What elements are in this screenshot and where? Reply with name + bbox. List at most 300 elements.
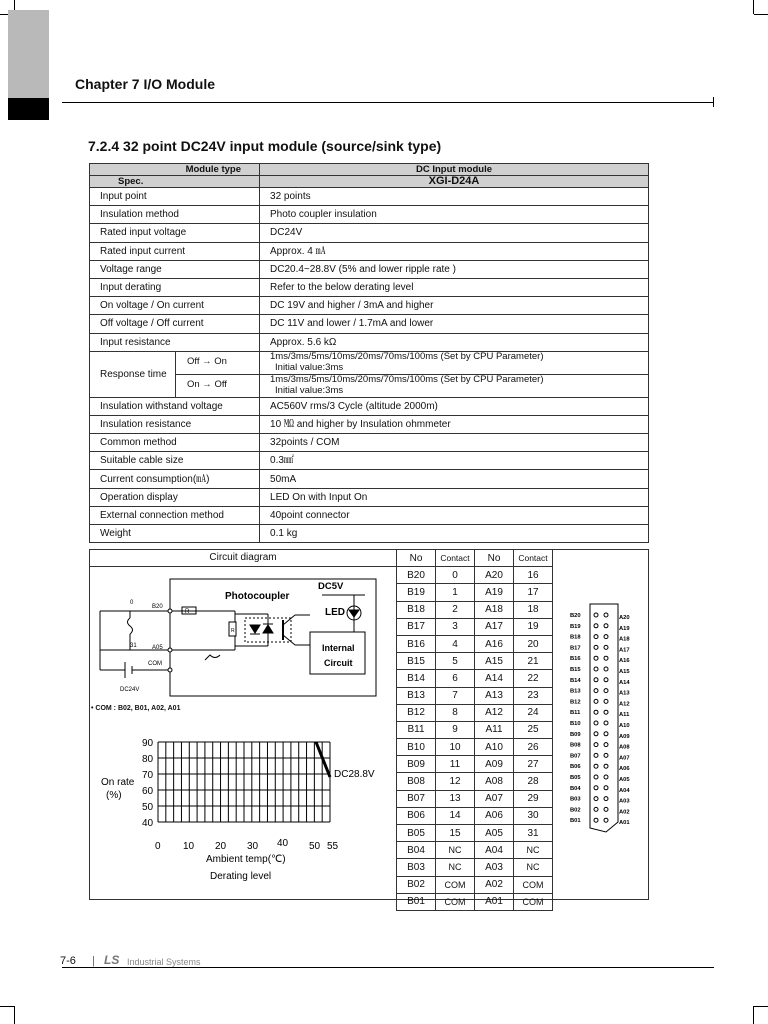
pin-contact: 30 — [514, 807, 553, 824]
connector-pin-label: A13 — [619, 690, 630, 697]
crop-mark — [14, 1006, 15, 1024]
pin-row — [397, 687, 553, 704]
connector-pin — [604, 764, 608, 768]
connector-pin-label: B08 — [570, 742, 581, 749]
connector-pin — [604, 678, 608, 682]
ls-logo: LS — [104, 953, 120, 967]
pin-number: B15 — [397, 653, 436, 670]
pin-number: A19 — [475, 584, 514, 601]
pin-number: A06 — [475, 807, 514, 824]
spec-value-cell: LED On with Input On — [260, 488, 649, 506]
connector-pin-label: B17 — [570, 645, 581, 652]
pin-contact: NC — [514, 859, 553, 876]
spec-label-cell: Rated input voltage — [90, 224, 260, 242]
spec-row — [90, 470, 649, 488]
pin-contact: COM — [436, 893, 475, 910]
connector-pin — [594, 743, 598, 747]
spec-label-cell: Off voltage / Off current — [90, 315, 260, 333]
connector-pin — [604, 775, 608, 779]
pin-contact: 9 — [436, 721, 475, 738]
com-label: COM — [148, 661, 162, 667]
spec-row — [90, 525, 649, 543]
spec-value-cell: 32 points — [260, 188, 649, 206]
pin-number: A15 — [475, 653, 514, 670]
connector-diagram — [566, 600, 646, 836]
connector-pin — [594, 689, 598, 693]
on-off-label: On → Off — [176, 374, 260, 397]
spec-row — [90, 206, 649, 224]
pin-header: Contact — [514, 550, 553, 567]
connector-pin — [594, 732, 598, 736]
connector-pin-label: A17 — [619, 647, 630, 654]
pin-header: No — [397, 550, 436, 567]
connector-pin-label: B10 — [570, 721, 581, 727]
pin-number: B20 — [397, 567, 436, 584]
connector-pin-label: B01 — [570, 818, 581, 825]
connector-pin-label: A09 — [619, 733, 630, 740]
module-type-label: Module type — [185, 164, 242, 175]
derating-caption: Derating level — [210, 871, 272, 882]
derating-curve — [316, 742, 330, 777]
connector-pin — [594, 645, 598, 649]
connector-pin — [594, 624, 598, 628]
pin-contact: 31 — [514, 825, 553, 842]
spec-value-cell: DC 19V and higher / 3mA and higher — [260, 297, 649, 315]
connector-pin-label: B07 — [570, 753, 581, 760]
connector-pin-label: B14 — [570, 677, 581, 684]
spec-row — [90, 315, 649, 333]
pin-contact: 1 — [436, 584, 475, 601]
pin-contact: 12 — [436, 773, 475, 790]
pin-contact: NC — [436, 842, 475, 859]
pin-number: B07 — [397, 790, 436, 807]
pin-contact: 17 — [514, 584, 553, 601]
spec-row — [90, 333, 649, 351]
x-tick-label: 30 — [247, 841, 259, 852]
y-tick-label: 50 — [142, 802, 154, 813]
connector-pin — [594, 635, 598, 639]
connector-pin-label: A08 — [619, 744, 630, 751]
x-tick-label: 50 — [309, 841, 321, 852]
pin-number: B03 — [397, 859, 436, 876]
n31-label: 31 — [130, 643, 137, 649]
a05-label: A05 — [152, 645, 163, 651]
pin-contact: 2 — [436, 601, 475, 618]
pin-row — [397, 893, 553, 910]
connector-pin — [594, 613, 598, 617]
spec-value-cell: Refer to the below derating level — [260, 278, 649, 296]
connector-pin-label: B15 — [570, 667, 581, 673]
connector-pin-label: B04 — [570, 785, 581, 792]
spec-value-cell: DC20.4~28.8V (5% and lower ripple rate ) — [260, 260, 649, 278]
spec-value-cell: 50mA — [260, 470, 649, 488]
pin-contact: COM — [514, 893, 553, 910]
spec-row — [90, 260, 649, 278]
pin-row — [397, 773, 553, 790]
connector-pin — [594, 667, 598, 671]
curve-label: DC28.8V — [334, 769, 375, 780]
pin-number: B06 — [397, 807, 436, 824]
pin-contact: NC — [514, 842, 553, 859]
connector-pin-label: A18 — [619, 636, 630, 643]
pin-header: No — [475, 550, 514, 567]
pin-number: B14 — [397, 670, 436, 687]
connector-pin-label: A16 — [619, 658, 630, 665]
spec-value-cell: 10 ㏁ and higher by Insulation ohmmeter — [260, 415, 649, 433]
y-tick-label: 80 — [142, 754, 154, 765]
pin-number: A17 — [475, 618, 514, 635]
pin-row — [397, 618, 553, 635]
spec-label-cell: Voltage range — [90, 260, 260, 278]
pin-number: A01 — [475, 893, 514, 910]
x-tick-label: 55 — [327, 841, 339, 852]
pin-contact: 0 — [436, 567, 475, 584]
pin-contact: 13 — [436, 790, 475, 807]
spec-row — [90, 397, 649, 415]
connector-pin — [604, 656, 608, 660]
spec-row — [90, 242, 649, 260]
footer-separator: | — [92, 955, 95, 967]
dc5v-label: DC5V — [318, 581, 344, 592]
pin-contact: 3 — [436, 618, 475, 635]
pin-contact: 16 — [514, 567, 553, 584]
connector-pin — [594, 656, 598, 660]
spec-value-cell: DC 11V and lower / 1.7mA and lower — [260, 315, 649, 333]
spec-row — [90, 434, 649, 452]
pin-row — [397, 670, 553, 687]
circuit-title: Circuit diagram — [209, 552, 277, 563]
pin-contact: 22 — [514, 670, 553, 687]
spec-row — [90, 415, 649, 433]
spec-value-cell: AC560V rms/3 Cycle (altitude 2000m) — [260, 397, 649, 415]
spec-row — [90, 452, 649, 470]
pin-contact: 6 — [436, 670, 475, 687]
connector-pin-label: B03 — [570, 796, 581, 803]
pin-contact: 11 — [436, 756, 475, 773]
pin-row — [397, 825, 553, 842]
on-off-value — [260, 374, 649, 397]
pin-number: A10 — [475, 739, 514, 756]
pin-row — [397, 756, 553, 773]
pin-row — [397, 635, 553, 652]
spec-label: Spec. — [118, 176, 144, 187]
pin-contact: 21 — [514, 653, 553, 670]
spec-label-cell: External connection method — [90, 506, 260, 524]
module-name-header — [260, 164, 649, 176]
spec-row — [90, 188, 649, 206]
chapter-tab-marker — [8, 98, 49, 120]
crop-mark — [753, 1006, 754, 1024]
connector-pin-label: A01 — [619, 820, 630, 827]
spec-row — [90, 488, 649, 506]
spec-label-cell: Input point — [90, 188, 260, 206]
pin-row — [397, 807, 553, 824]
spec-value-cell: 0.1 kg — [260, 525, 649, 543]
y-tick-label: 90 — [142, 738, 154, 749]
chapter-title: Chapter 7 I/O Module — [75, 76, 216, 92]
pin-contact: 5 — [436, 653, 475, 670]
circuit-title-rule — [89, 566, 397, 567]
response-time-label: Response time — [90, 351, 176, 397]
pin-number: B13 — [397, 687, 436, 704]
pin-number: B18 — [397, 601, 436, 618]
pin-contact: 10 — [436, 739, 475, 756]
spec-label-cell: Input derating — [90, 278, 260, 296]
connector-pin-label: A12 — [619, 701, 630, 708]
on-off-value-line2: Initial value:3ms — [275, 384, 344, 396]
spec-label-cell: Insulation method — [90, 206, 260, 224]
pin-contact: NC — [436, 859, 475, 876]
module-name: DC Input module — [416, 164, 492, 175]
pin-number: A05 — [475, 825, 514, 842]
x-tick-label: 0 — [155, 841, 161, 852]
crop-mark — [753, 0, 754, 14]
pin-row — [397, 739, 553, 756]
connector-pin-label: A14 — [619, 679, 630, 686]
pin-number: A03 — [475, 859, 514, 876]
pin-number: A02 — [475, 876, 514, 893]
spec-row — [90, 224, 649, 242]
off-on-value-line2: Initial value:3ms — [275, 361, 344, 373]
crop-mark — [0, 1006, 14, 1007]
connector-pin — [604, 797, 608, 801]
crop-mark — [754, 14, 768, 15]
connector-pin-label: A10 — [619, 723, 630, 729]
pin-header: Contact — [436, 550, 475, 567]
photocoupler-label: Photocoupler — [225, 591, 290, 602]
pin-number: A14 — [475, 670, 514, 687]
connector-pin-label: A15 — [619, 669, 630, 675]
b20-label: B20 — [152, 604, 163, 610]
connector-pin — [604, 807, 608, 811]
y-tick-label: 60 — [142, 786, 154, 797]
pin-number: A18 — [475, 601, 514, 618]
pin-number: B05 — [397, 825, 436, 842]
led-label: LED — [325, 607, 345, 618]
com-note: • COM : B02, B01, A02, A01 — [91, 705, 181, 712]
spec-label-cell: Rated input current — [90, 242, 260, 260]
spec-label-cell: On voltage / On current — [90, 297, 260, 315]
r2-label: R — [231, 628, 235, 634]
r-label: R — [185, 609, 190, 615]
connector-pin-label: B05 — [570, 775, 581, 781]
dc24v-label: DC24V — [120, 687, 140, 693]
crop-mark — [754, 1006, 768, 1007]
spec-label-cell: Insulation resistance — [90, 415, 260, 433]
x-tick-label: 40 — [277, 838, 289, 849]
spec-value-cell: Photo coupler insulation — [260, 206, 649, 224]
connector-pin — [604, 786, 608, 790]
diode-icon — [263, 625, 273, 633]
connector-pin-label: B19 — [570, 623, 581, 630]
header-rule — [62, 102, 714, 103]
connector-pin — [594, 764, 598, 768]
spec-row — [90, 297, 649, 315]
connector-pin — [604, 710, 608, 714]
pin-contact: COM — [514, 876, 553, 893]
spec-value-cell: Approx. 5.6 kΩ — [260, 333, 649, 351]
connector-pin-label: B12 — [570, 699, 581, 706]
connector-pin-label: B13 — [570, 688, 581, 695]
pin-contact: 25 — [514, 721, 553, 738]
page-number: 7-6 — [60, 955, 76, 967]
pin-row — [397, 876, 553, 893]
n0-label: 0 — [130, 600, 134, 606]
pin-number: A07 — [475, 790, 514, 807]
header-rule-tick — [713, 97, 714, 107]
pin-number: B19 — [397, 584, 436, 601]
pin-number: A04 — [475, 842, 514, 859]
pin-contact: 14 — [436, 807, 475, 824]
section-title: 7.2.4 32 point DC24V input module (source/sink type) — [88, 138, 442, 154]
connector-pin-label: B16 — [570, 656, 581, 663]
pin-number: A13 — [475, 687, 514, 704]
pin-contact: 29 — [514, 790, 553, 807]
pin-contact: 4 — [436, 635, 475, 652]
spec-label-cell: Current consumption(㎃) — [90, 470, 260, 488]
connector-pin — [604, 699, 608, 703]
diode-icon — [250, 625, 260, 633]
connector-pin — [604, 721, 608, 725]
connector-pin — [594, 818, 598, 822]
pin-contact: 26 — [514, 739, 553, 756]
pin-number: B09 — [397, 756, 436, 773]
brand-name: Industrial Systems — [127, 957, 201, 967]
connector-pin — [604, 743, 608, 747]
connector-pin-label: B20 — [570, 613, 581, 619]
pin-contact: 8 — [436, 704, 475, 721]
connector-pin — [604, 645, 608, 649]
model-name: XGI-D24A — [428, 175, 480, 187]
y-axis-label: On rate — [101, 777, 135, 788]
pin-table — [396, 549, 553, 911]
y-tick-label: 40 — [142, 818, 154, 829]
pin-contact: 27 — [514, 756, 553, 773]
pin-contact: 23 — [514, 687, 553, 704]
pin-row — [397, 601, 553, 618]
pin-row — [397, 653, 553, 670]
spec-value-cell: 32points / COM — [260, 434, 649, 452]
spec-label-cell: Common method — [90, 434, 260, 452]
connector-pin — [604, 689, 608, 693]
connector-pin-label: A20 — [619, 615, 630, 621]
pin-row — [397, 704, 553, 721]
spec-value-cell: 40point connector — [260, 506, 649, 524]
spec-label-cell: Operation display — [90, 488, 260, 506]
model-header — [260, 176, 649, 188]
switch-icon — [128, 618, 133, 634]
pin-row — [397, 790, 553, 807]
pin-number: A11 — [475, 721, 514, 738]
connector-pin — [604, 818, 608, 822]
off-on-value-line1: 1ms/3ms/5ms/10ms/20ms/70ms/100ms (Set by CPU Parameter) — [270, 351, 544, 363]
internal-label: Internal — [322, 643, 355, 653]
pin-contact: 15 — [436, 825, 475, 842]
connector-pin-label: B11 — [570, 710, 581, 717]
spec-label-cell: Suitable cable size — [90, 452, 260, 470]
connector-pin-label: A02 — [619, 809, 630, 816]
pin-row — [397, 721, 553, 738]
pin-contact: 24 — [514, 704, 553, 721]
x-tick-label: 20 — [215, 841, 227, 852]
connector-pin-label: B18 — [570, 634, 581, 641]
connector-pin — [604, 635, 608, 639]
pin-number: B08 — [397, 773, 436, 790]
spec-label-cell: Input resistance — [90, 333, 260, 351]
spec-header — [90, 176, 260, 188]
pin-number: B16 — [397, 635, 436, 652]
connector-pin — [594, 775, 598, 779]
connector-pin — [604, 753, 608, 757]
connector-pin — [594, 807, 598, 811]
pin-number: B11 — [397, 721, 436, 738]
pin-row — [397, 567, 553, 584]
pin-number: B02 — [397, 876, 436, 893]
spec-value-cell: 0.3㎟ — [260, 452, 649, 470]
spec-label-cell: Insulation withstand voltage — [90, 397, 260, 415]
pin-number: B04 — [397, 842, 436, 859]
module-type-header — [90, 164, 260, 176]
derating-chart — [96, 732, 396, 882]
pin-number: B17 — [397, 618, 436, 635]
pin-number: A20 — [475, 567, 514, 584]
pin-number: B01 — [397, 893, 436, 910]
connector-pin-label: B06 — [570, 764, 581, 771]
spec-table — [89, 163, 649, 543]
pin-row — [397, 584, 553, 601]
connector-pin-label: B02 — [570, 807, 581, 814]
circuit-label: Circuit — [324, 658, 353, 668]
circuit-diagram — [90, 570, 396, 720]
connector-pin — [604, 667, 608, 671]
connector-pin — [594, 797, 598, 801]
y-tick-label: 70 — [142, 770, 154, 781]
connector-pin — [604, 624, 608, 628]
spec-value-cell: DC24V — [260, 224, 649, 242]
connector-pin — [604, 613, 608, 617]
spec-label-cell: Weight — [90, 525, 260, 543]
connector-pin — [594, 753, 598, 757]
pin-contact: 18 — [514, 601, 553, 618]
spec-value-cell: Approx. 4 ㎃ — [260, 242, 649, 260]
pin-contact: 20 — [514, 635, 553, 652]
y-axis-unit: (%) — [106, 790, 122, 801]
connector-pin-label: B09 — [570, 731, 581, 738]
pin-number: A16 — [475, 635, 514, 652]
connector-pin — [604, 732, 608, 736]
connector-pin — [594, 786, 598, 790]
connector-pin — [594, 678, 598, 682]
pin-contact: 19 — [514, 618, 553, 635]
footer-rule — [62, 967, 714, 968]
connector-pin — [594, 699, 598, 703]
connector-pin — [594, 721, 598, 725]
x-axis-label: Ambient temp(℃) — [206, 854, 286, 865]
off-on-value — [260, 351, 649, 374]
connector-pin-label: A19 — [619, 625, 630, 632]
connector-pin-label: A07 — [619, 755, 630, 762]
pin-contact: COM — [436, 876, 475, 893]
connector-pin-label: A06 — [619, 766, 630, 773]
spec-row — [90, 278, 649, 296]
pin-row — [397, 842, 553, 859]
connector-pin-label: A11 — [619, 712, 630, 719]
pin-number: A12 — [475, 704, 514, 721]
connector-pin-label: A03 — [619, 798, 630, 805]
pin-number: B12 — [397, 704, 436, 721]
pin-contact: 7 — [436, 687, 475, 704]
pin-number: B10 — [397, 739, 436, 756]
